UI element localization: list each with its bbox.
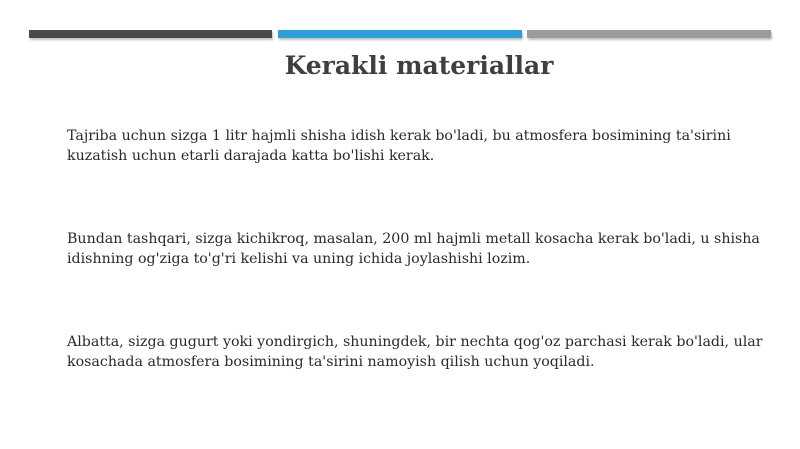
decorative-bar-left xyxy=(29,30,272,38)
paragraph-matches-paper: Albatta, sizga gugurt yoki yondirgich, shuningdek, bir nechta qog'oz parchasi kerak bo'ladi, ular kosachada atmosfera bosimining ta'sirini namoyish qilish uchun yoqiladi. xyxy=(67,334,763,370)
decorative-bar-middle xyxy=(278,30,522,38)
decorative-bar-right xyxy=(527,30,771,38)
paragraph-metal-cup: Bundan tashqari, sizga kichikroq, masalan, 200 ml hajmli metall kosacha kerak bo'ladi, u shisha idishning og'ziga to'g'ri kelishi va uning ichida joylashishi lozim. xyxy=(67,231,760,267)
paragraph-glass-vessel: Tajriba uchun sizga 1 litr hajmli shisha idish kerak bo'ladi, bu atmosfera bosimining ta'sirini kuzatish uchun etarli darajada katta bo'lishi kerak. xyxy=(67,128,731,164)
slide-title: Kerakli materiallar xyxy=(284,51,554,80)
